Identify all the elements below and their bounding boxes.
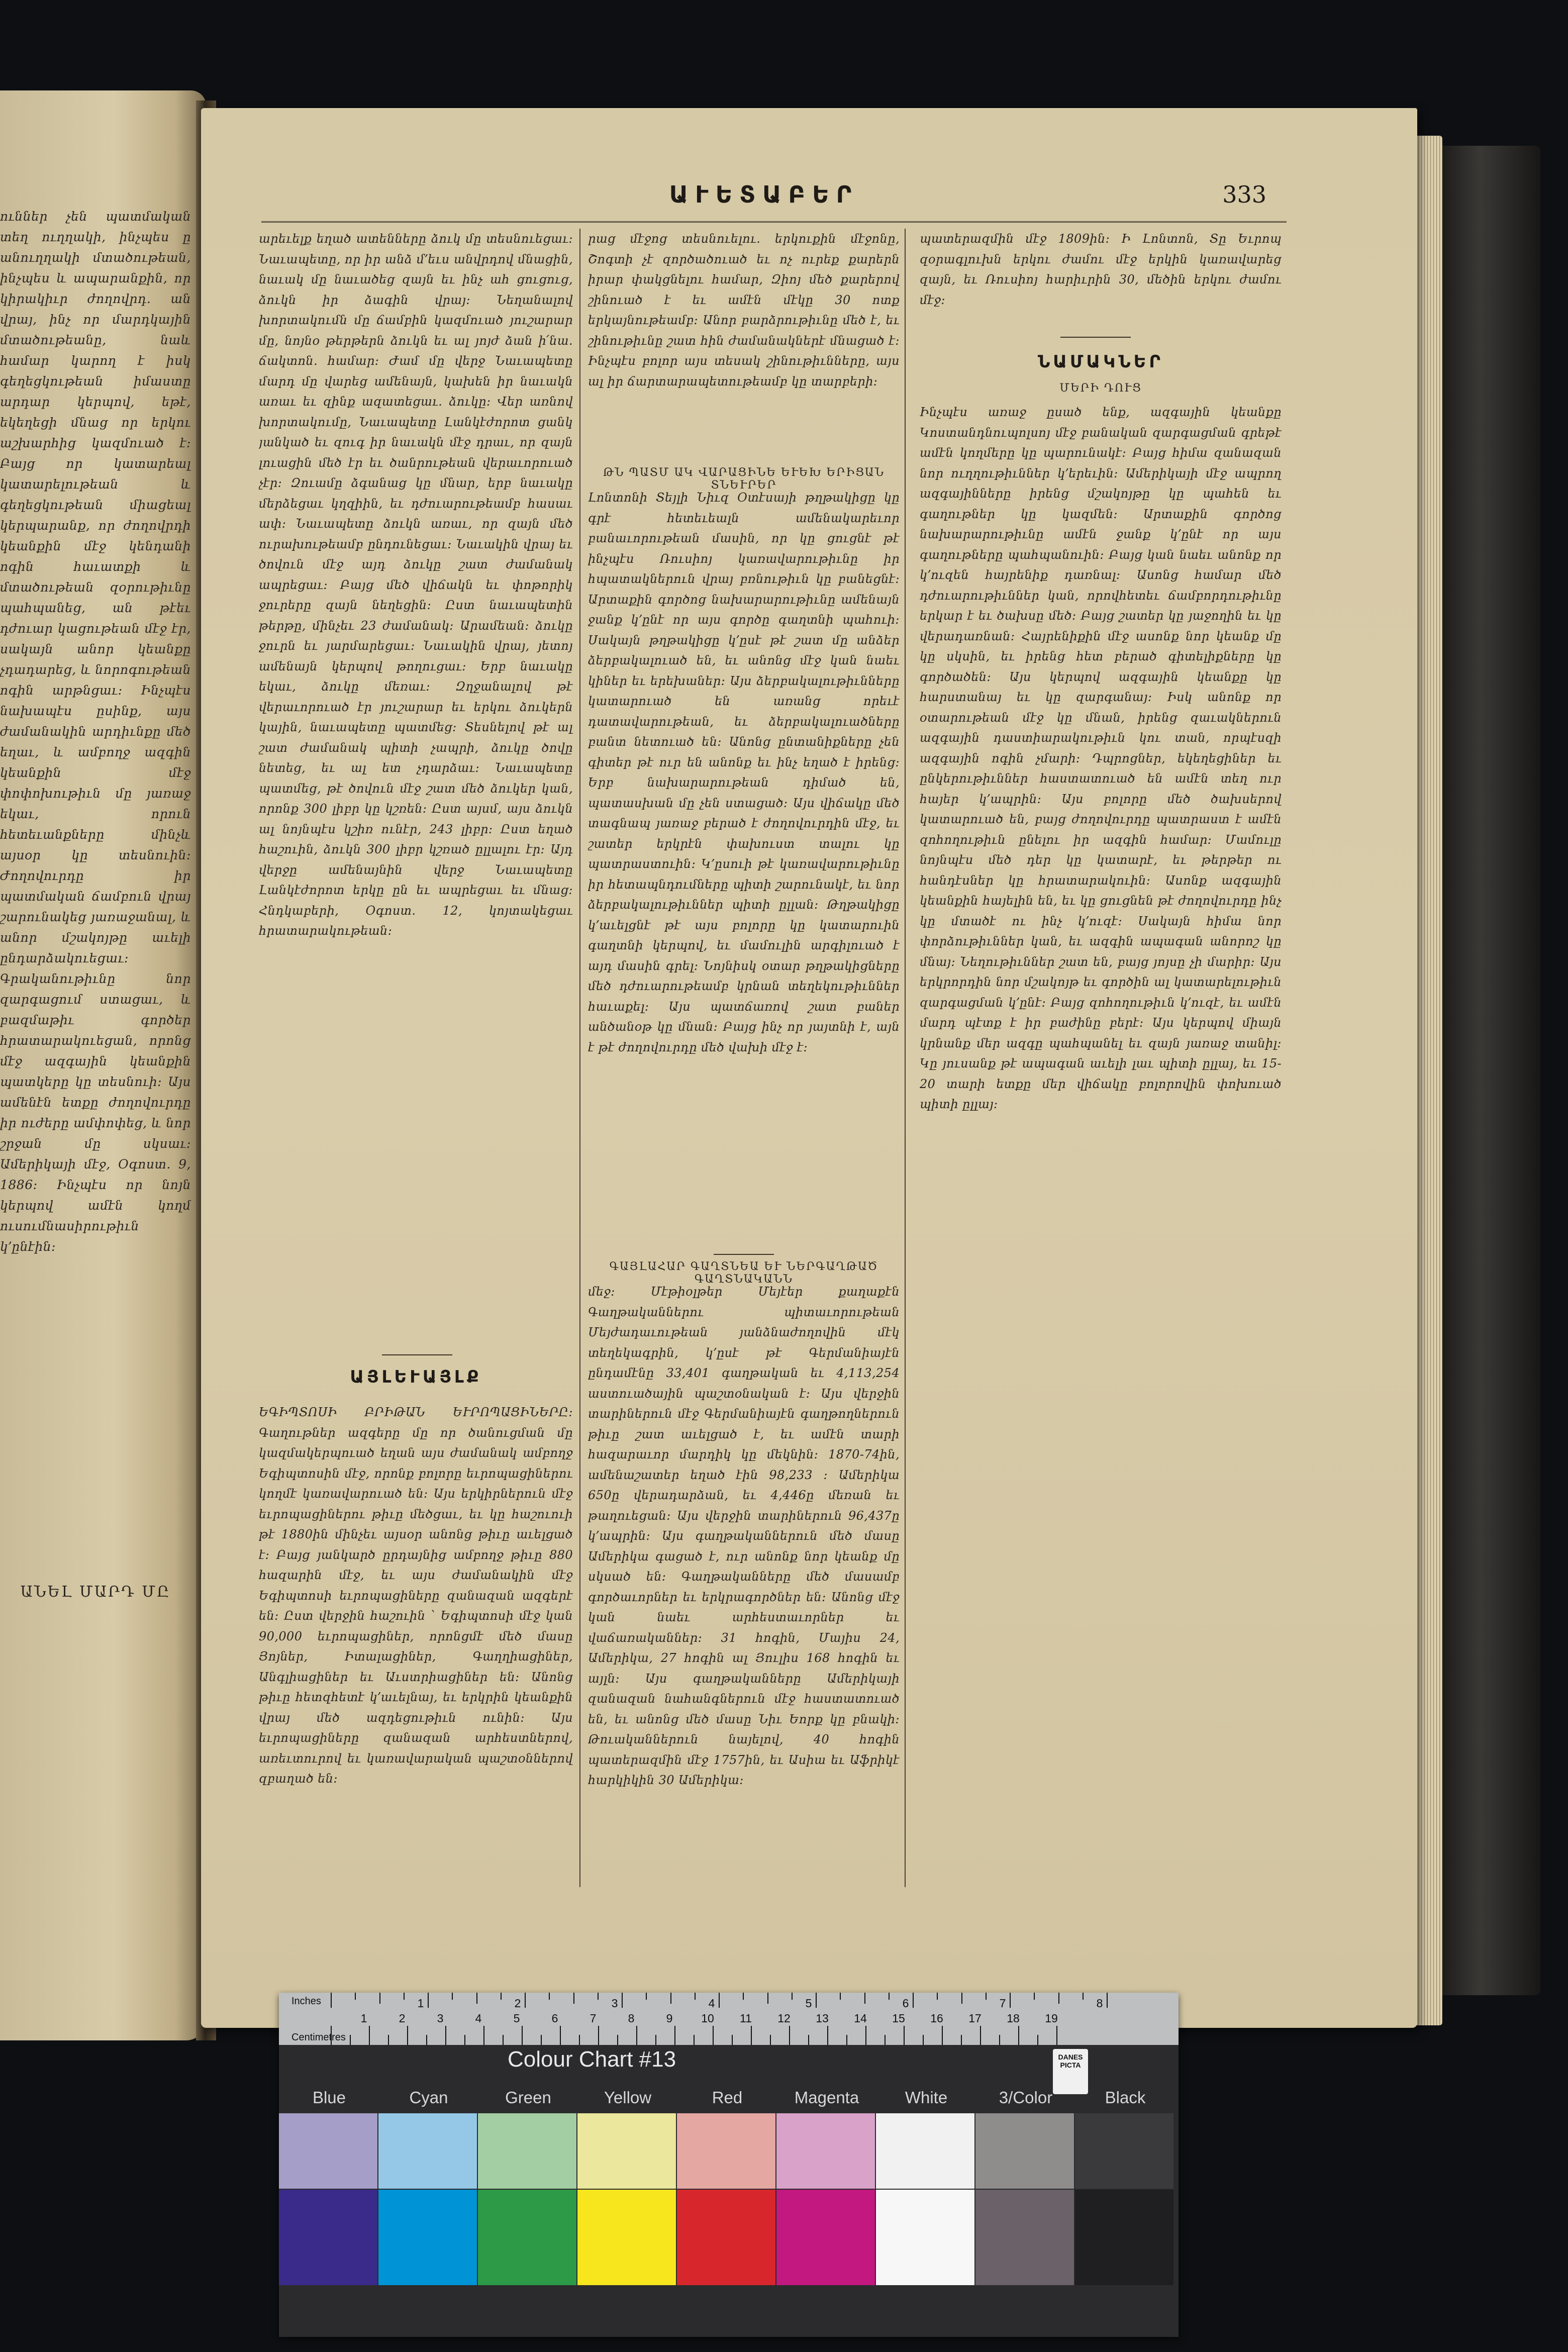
inch-number: 2 [514,1997,521,2010]
column-1-news: ԵԳԻՊՏՈՍԻ ԲՐԻԹԱՆ ԵՒՐՈՊԱՑԻՆԵՐԸ։ Գաղութներ ազգերը մը որ ծանուցման մը կազմակերպուած եղան այս ժամանակ ամբողջ Եգիպտոսին մէջ, որոնք բոլորը եւրոպացիներու կողմէ կառավարուած են։ Այս երկիրներուն մէջ եւրոպացիներու թիւը մեծցաւ, եւ կը հաշուուի թէ 1880ին մինչեւ այսօր անոնց թիւը աւելցած է։ Բայց յանկարծ ըրդայնից ամբողջ թիւը 880 հազարին մէջ, եւ այս ժամանակին մէջ Եգիպտոսի եւրոպացիները զանազան ազգերէ են։ Ըստ վերջին հաշուին ՝ Եգիպտոսի մէջ կան 90,000 եւրոպացիներ, որոնցմէ մեծ մասը Յոյներ, Իտալացիներ, Գաղղիացիներ, Անգլիացիներ եւ Աւստրիացիներ են։ Անոնց թիւը հետզհետէ կ՚աւելնայ, եւ երկրին կեանքին վրայ մեծ ազդեցութիւն ունին։ Այս եւրոպացիները զանազան արհեստներով, առեւտուրով եւ կառավարական պաշտօններով զբաղած են։ [259,1405,573,1786]
inch-subtick [1034,1993,1035,2000]
measurement-ruler [279,1993,1179,2045]
inch-tick [428,1993,429,2008]
cm-number: 19 [1045,2012,1058,2025]
colour-patch-bottom [975,2190,1074,2285]
inch-subtick [1083,1993,1084,2000]
cm-tick [369,2026,370,2045]
patch-label: Green [505,2088,551,2107]
patch-label: 3/Color [999,2088,1053,2107]
cm-halftick [617,2035,618,2045]
colour-patch-bottom [279,2190,377,2285]
cm-number: 9 [666,2012,673,2025]
inches-label: Inches [291,1996,321,2007]
cm-tick [1018,2026,1019,2045]
cm-tick [865,2026,866,2045]
cm-number: 16 [930,2012,943,2025]
cm-tick [713,2026,714,2045]
inch-subtick [889,1993,890,2000]
patch-label: Black [1105,2088,1146,2107]
cm-number: 14 [854,2012,867,2025]
cm-tick [827,2026,828,2045]
inch-tick [525,1993,526,2008]
patch-label: Cyan [409,2088,448,2107]
inch-subtick [452,1993,453,2000]
patch-label: Red [712,2088,743,2107]
inch-tick [1107,1993,1108,2008]
brand-logo: DANES PICTA [1053,2049,1088,2094]
inch-subtick [864,1993,865,2004]
inch-subtick [404,1993,405,2000]
inch-number: 5 [805,1997,812,2010]
cm-halftick [541,2035,542,2045]
cm-number: 13 [816,2012,829,2025]
cm-number: 15 [892,2012,905,2025]
cm-halftick [503,2035,504,2045]
column-divider [579,229,580,1887]
cm-tick [560,2026,561,2045]
colour-patch-bottom [478,2190,576,2285]
cm-number: 2 [399,2012,406,2025]
inch-number: 4 [708,1997,715,2010]
left-page-text: ուններ չեն պատմական տեղ ուղղակի, ինչպես ը անուղղակի մտածութեան, ինչպես և ապարանքին, որ կիրակիւր ժողովրդ․ ան վրայ, ինչ որ մարդկային մտածութեանը, նաև համար կարող է իսկ գեղեցկութեան իմաստը արդար կերպով, եթէ, եկեղեցի մնաց որ երկու աշխարհից կազմուած է։ Բայց որ կատարեալ կատարելութեան և գեղեցկութեան միացեալ կերպարանք, որ ժողովրդի կեանքին մէջ կենդանի ոգին հաւատքի և մտածութեան զօրութիւնը պահպանեց, ան թէեւ դժուար կացութեան մէջ էր, սակայն անոր կեանքը չդադարեց, և նորոգութեան ոգին արթնցաւ։ Ինչպէս նախապէս ըսինք, այս ժամանակին արդիւնքը մեծ եղաւ, և ամբողջ ազգին կեանքին մէջ փոփոխութիւն մը յառաջ եկաւ, որուն հետեւանքները մինչև այսօր կը տեսնուին։ Ժողովուրդը իր պատմական ճամբուն վրայ շարունակեց յառաջանալ, և անոր մշակոյթը աւելի ընդարձակուեցաւ։ Գրականութիւնը նոր զարգացում ստացաւ, և բազմաթիւ գործեր հրատարակուեցան, որոնց մէջ ազգային կեանքին պատկերը կը տեսնուի։ Այս ամենէն ետքը ժողովուրդը իր ուժերը ամփոփեց, և նոր շրջան մը սկսաւ։ Ամերիկայի մէջ, Օգոստ. 9, 1886։ Ինչպէս որ նոյն կերպով ամէն կողմ ուսումնասիրութիւն կ՚ընէին։ [0,209,191,1254]
section-title-namakner: ՆԱՄԱԿՆԵՐ [1037,352,1164,372]
cm-tick [904,2026,905,2045]
colour-patch-top [378,2113,477,2189]
colour-patch-bottom [1075,2190,1173,2285]
inch-tick [719,1993,720,2008]
inch-subtick [961,1993,962,2004]
cm-halftick [732,2035,733,2045]
page-number: 333 [1222,181,1266,208]
section-rule [382,1354,452,1355]
cm-tick [331,2026,332,2045]
cm-number: 12 [777,2012,791,2025]
column-divider [905,229,906,1887]
inch-subtick [937,1993,938,2000]
inch-tick [913,1993,914,2008]
cm-tick [483,2026,484,2045]
cm-number: 6 [551,2012,558,2025]
cm-halftick [350,2035,351,2045]
inch-subtick [767,1993,768,2004]
inch-tick [331,1993,332,2008]
cm-number: 4 [475,2012,482,2025]
colour-patch-top [1075,2113,1173,2189]
section-rule [1060,337,1131,338]
colour-patch-bottom [776,2190,875,2285]
inch-number: 7 [999,1997,1006,2010]
colour-patch-top [677,2113,775,2189]
column-3-letter: Ինչպէս առաջ ըսած ենք, ազգային կեանքը Կոստանդնուպոլսոյ մէջ բանական զարգացման գրեթէ ամէն կողմերը կը պարունակէ։ Բայց հիմա զանազան նոր ուղղութիւններ կ՚երեւին։ Ամերիկայի մէջ ապրող ազգայինները իրենց մշակոյթը կը պահեն եւ գաղութներ կը կազմեն։ Արտաքին գործոց նախարարութիւնը ամէն ջանք կ՚ընէ որ այս գաղութները պահպանուին։ Բայց կան նաեւ անոնք որ կ՚ուզեն հայրենիք դառնալ։ Ասոնց համար մեծ դժուարութիւններ կան, որովհետեւ ճամբորդութիւնը երկար է եւ ծախսը մեծ։ Բայց շատեր կը յաջողին եւ կը վերադառնան։ Հայրենիքին մէջ ասոնք նոր կեանք մը կը սկսին, եւ իրենց հետ բերած գիտելիքները կը գործածեն։ Այս կերպով ազգային կեանքը կը հարստանայ եւ կը զարգանայ։ Իսկ անոնք որ օտարութեան մէջ կը մնան, իրենց զաւակներուն ազգային դաստիարակութիւն կու տան, որպէսզի ազգային ոգին չմարի։ Դպրոցներ, եկեղեցիներ եւ ընկերութիւններ հաստատուած են ամէն տեղ ուր հայեր կ՚ապրին։ Այս բոլորը մեծ ծախսերով կատարուած են, բայց ժողովուրդը պատրաստ է ամէն զոհողութիւն ընելու իր ազգին համար։ Մամուլը նոյնպէս մեծ դեր կը կատարէ, եւ թերթեր ու հանդէսներ կը հրատարակուին։ Ասոնք ազգային կեանքին հայելին են, եւ կը ցուցնեն թէ ժողովուրդը ինչ կը մտածէ ու ինչ կ՚ուզէ։ Սակայն հիմա նոր փորձութիւններ կան, եւ ազգին ապագան անորոշ կը մնայ։ Նեղութիւններ շատ են, բայց յոյսը չի մարիր։ Այս երկրորդին նոր մշակոյթ եւ գործին ալ կատարելութիւն զարգացման կ՚ընէ։ Բայց զոհողութիւն կ՚ուզէ, եւ ամէն մարդ պէտք է իր բաժինը բերէ։ Այս կերպով միայն կրնանք մեր ազգը պահպանել եւ զայն յառաջ տանիլ։ Կը յուսանք թէ ապագան աւելի լաւ պիտի ըլլայ, եւ 15-20 տարի ետքը մեր վիճակը բոլորովին փոխուած պիտի ըլլայ։ [920,405,1282,1111]
colour-patch-top [876,2113,974,2189]
cm-tick [598,2026,599,2045]
cm-halftick [808,2035,809,2045]
colour-patch-top [776,2113,875,2189]
left-page [0,90,206,2040]
cm-halftick [694,2035,695,2045]
book-binding [1440,146,1540,1995]
inch-subtick [501,1993,502,2000]
inch-number: 8 [1096,1997,1103,2010]
inch-subtick [743,1993,744,2000]
inch-subtick [646,1993,647,2000]
cm-tick [674,2026,675,2045]
section-title-ayleuayl: ԱՅԼԵՒԱՅԼՔ [350,1367,482,1387]
cm-halftick [388,2035,389,2045]
inch-subtick [573,1993,574,2004]
inch-subtick [1058,1993,1059,2004]
colour-patch-top [478,2113,576,2189]
cm-number: 7 [590,2012,597,2025]
cm-tick [407,2026,408,2045]
cm-tick [445,2026,446,2045]
column-2-subheading: ԹՆ ՊԱՏՄ ԱԿ ՎԱՐԱՑԻՆԵ ԵՒԵԽ ԵՐԻՑԱՆ ՏՆԵՒՐԵՐ [603,466,885,492]
inch-number: 1 [417,1997,424,2010]
column-2-article: րաց մէջոց տեսնուելու. երկուքին մէջոնը, Շոգտի չէ զործածուած եւ ոչ ուրեք քարերն իրար փակցնելու համար, Զիոյ մեծ քարերով շինուած է եւ ամէն մէկը 30 ոտք երկայնութեամբ։ Անոր բարձրութիւնը մեծ է, եւ շինութիւնը շատ հին ժամանակներէ մնացած է։ Ինչպէս բոլոր այս տեսակ շինութիւնները, այս ալ իր ճարտարապետութեամբ կը տարբերի։ [588,232,900,388]
colour-patch-top [279,2113,377,2189]
cm-halftick [464,2035,465,2045]
patch-label: Yellow [604,2088,652,2107]
cm-number: 8 [628,2012,635,2025]
cm-number: 5 [513,2012,520,2025]
inch-subtick [695,1993,696,2000]
cm-halftick [846,2035,847,2045]
inch-subtick [598,1993,599,2000]
patch-label: Magenta [794,2088,859,2107]
inch-subtick [670,1993,671,2004]
colour-chart-target [279,1993,1179,2337]
inch-number: 6 [902,1997,909,2010]
inch-subtick [476,1993,477,2004]
cm-number: 10 [701,2012,714,2025]
cm-tick [636,2026,637,2045]
cm-halftick [999,2035,1000,2045]
cm-number: 18 [1007,2012,1020,2025]
inch-subtick [986,1993,987,2000]
inch-number: 3 [611,1997,618,2010]
cm-number: 17 [968,2012,982,2025]
inch-tick [622,1993,623,2008]
cm-halftick [770,2035,771,2045]
cm-tick [789,2026,790,2045]
inch-tick [816,1993,817,2008]
cm-halftick [885,2035,886,2045]
colour-chart-title: Colour Chart #13 [508,2047,676,2072]
inch-subtick [792,1993,793,2000]
cm-tick [942,2026,943,2045]
running-title: ԱՒԵՏԱԲԵՐ [669,181,859,208]
inch-subtick [379,1993,380,2004]
column-2-statistics: մեջ։ Մէթիօլթեր Մեյէեր քաղաքէն Գաղթականներու պիտաւորութեան Մեյժադաւութեան յանձնաժողովին մէկ տեղեկագրին, կ՚ըսէ թէ Գերմանիայէն ընդամէնը 33,401 գաղթական եւ 4,113,254 աստուածային պաշտօնական է։ Այս վերջին տարիներուն մէջ Գերմանիայէն գաղթողներուն թիւը շատ աւելցած է, եւ ամէն տարի հազարաւոր մարդիկ կը մեկնին։ 1870-74ին, ամենաշատեր եղած էին 98,233 ։ Ամերիկա 650ը վերադարձան, եւ 4,446ը մեռան եւ թաղուեցան։ Այս վերջին տարիներուն 96,437ը կ՚ապրին։ Այս գաղթականներուն մեծ մասը Ամերիկա գացած է, ուր անոնք նոր կեանք մը սկսած են։ Գաղթականները մեծ մասամբ գործաւորներ եւ երկրագործներ են։ Անոնց մէջ կան նաեւ արհեստաւորներ եւ վաճառականներ։ 31 հոգին, Մայիս 24, Ամերիկա, 27 հոգին ալ Յուլիս 168 հոգին եւ այլն։ Այս գաղթականները Ամերիկայի զանազան նահանգներուն մէջ հաստատուած են, եւ անոնց մեծ մասը Նիւ Եորք կը բնակի։ Թուականներուն նայելով, 40 հոգին պատերազմին մէջ 1757ին, եւ Ասիա եւ Աֆրիկէ հարկիկին 30 Ամերիկա։ [588,1285,900,1787]
page-header [261,181,1266,216]
centimetres-label: Centimetres [291,2032,346,2043]
cm-halftick [426,2035,427,2045]
colour-patch-bottom [577,2190,676,2285]
cm-halftick [923,2035,924,2045]
cm-halftick [655,2035,656,2045]
cm-tick [980,2026,981,2045]
inch-subtick [549,1993,550,2000]
colour-patch-top [975,2113,1074,2189]
cm-number: 3 [437,2012,444,2025]
colour-patch-bottom [876,2190,974,2285]
column-2-subheading-2: ԳԱՅԼԱՀԱՐ ԳԱՂՏՆԵԱ ԵՒ ՆԵՐԳԱՂԹԱԾ ԳԱՂՏՆԱԿԱՆՆ [609,1260,878,1286]
column-2-news: Լոնտոնի Տեյլի Նիւզ Օտէսայի թղթակիցը կը գրէ հետեւեալն ամենակարեւոր բանաւորութեան մասին, որ կը ցուցնէ թէ ինչպէս Ռուսիոյ կառավարութիւնը իր հպատակներուն վրայ բռնութիւն կը բանեցնէ։ Արտաքին գործոց նախարարութիւնը ամենայն ջանք կ՚ընէ որ այս գործը գաղտնի պահուի։ Սակայն թղթակիցը կ՚ըսէ թէ շատ մը անձեր ձերբակալուած են, եւ անոնց մէջ կան նաեւ կիներ եւ երեխաներ։ Այս ձերբակալութիւնները կատարուած են առանց որեւէ դատավարութեան, եւ ձերբակալուածները բանտ նետուած են։ Անոնց ընտանիքները չեն գիտեր թէ ուր են անոնք եւ ինչ եղած է իրենց։ Երբ նախարարութեան դիմած են, պատասխան մը չեն ստացած։ Այս վիճակը մեծ տագնապ յառաջ բերած է ժողովուրդին մէջ, եւ շատեր երկրէն փախուստ տալու կը պատրաստուին։ Կ՚ըսուի թէ կառավարութիւնը իր հետապնդումները պիտի շարունակէ, եւ նոր ձերբակալութիւններ պիտի ըլլան։ Թղթակիցը կ՚աւելցնէ թէ այս բոլորը կը կատարուին գաղտնի կերպով, եւ մամուլին արգիլուած է այդ մասին գրել։ Նոյնիսկ օտար թղթակիցները մեծ դժուարութեամբ կրնան տեղեկութիւններ հաւաքել։ Այս պատճառով շատ բաներ անծանօթ կը մնան։ Բայց ինչ որ յայտնի է, այն է թէ ժողովուրդը մեծ վախի մէջ է։ [588,491,900,1054]
cm-halftick [1037,2035,1038,2045]
cm-tick [522,2026,523,2045]
patch-label: Blue [312,2088,346,2107]
cm-halftick [579,2035,580,2045]
cm-tick [751,2026,752,2045]
inch-subtick [840,1993,841,2000]
patch-label: White [905,2088,948,2107]
cm-number: 1 [360,2012,367,2025]
colour-patch-bottom [677,2190,775,2285]
cm-halftick [961,2035,962,2045]
left-page-heading: ԱՆԵԼ ՄԱՐԴ ՄԸ [20,1583,171,1601]
header-rule [261,221,1287,223]
inch-tick [1010,1993,1011,2008]
section-rule [714,1254,774,1255]
colour-patch-bottom [378,2190,477,2285]
inch-subtick [355,1993,356,2000]
column-3-article-end: պատերազմին մէջ 1809ին։ Ի Լոնտոն, Տը Եւրոպ զօրագլուխն երկու ժամու մէջ երկին կառավարեց զայն, եւ Ռուսիոյ հարիւրին 30, մեծին երկու ժամու մէջ։ [920,232,1282,307]
letter-byline: ՄԵՐԻ ԴՈՒՑ [1059,382,1142,395]
column-1-article: արեւելք եղած ատենները ձուկ մը տեսնուեցաւ։ Նաւապետը, որ իր անձ մ՚եւս անվրդով մնացին, նաւակ մը նաւածեց զայն եւ ինչ ահ ցուցուց, ձուկն իր ձագին վրայ։ Նեղանալով խորտակումն մը ճամբին կազմուած յուշարար մը, նոյնօ թերթերն ձուկն եւ ալ յոյժ ձան ի՛նա. ճակտոն. համար։ Ժամ մը վերջ Նաւապետը մարդ մը վարեց ամենայն, կախեն իր նաւակն առաւ եւ զինք ազատեցաւ. ձուկը։ Վեր առնով խորտակումը, Նաւապետը Լանկէժորոտ ցանկ յանկած եւ զուգ իր նաւակն մէջ դրաւ, որ զայն լուացին մեծ էր եւ ծանրութեան վերաւորուած չէր։ Զուամը ձգանաց կը մնար, երբ նաւակը մերձեցաւ կղզիին, եւ դժուարութեամբ հասաւ ափ։ Նաւապետը ձուկն առաւ, որ զայն մեծ ուրախութեամբ ընդունեցաւ։ Նաւակին վրայ եւ ծովուն մէջ այդ ձուկը շատ ժամանակ ապրեցաւ։ Բայց մեծ վիճակն եւ փոթորիկ ջուրերը զայն նեղեցին։ Ըստ նաւապետին թերթը, մինչեւ 23 ժամանակ։ Արամեան։ ձուկը ջուրն եւ յարմարեցաւ։ Նաւակին վրայ, յետոյ ամենայն կերպով թողուցաւ։ Երբ նաւակը եկաւ, ձուկը մեռաւ։ Զղջանալով թէ վերաւորուած էր յուշարար եւ երկու ձուկերն կային, նաւապետը պատմեց։ Տեսնելով թէ ալ շատ ժամանակ պիտի չապրի, ձուկը ծովը նետեց, եւ ալ ետ չդարձաւ։ Նաւապետը պատմեց, թէ ծովուն մէջ շատ մեծ ձուկեր կան, որոնք 300 լիբր կը կշռեն։ Ըստ այսմ, այս ձուկն ալ նոյնպէս կշիռ ունէր, 243 լիբր։ Ըստ եղած հաշուին, ձուկն 300 լիբր կշռած ըլլալու էր։ Այդ վերջը ամենայնին վերջ Նաւապետը Լանկէժորոտ երկը ըն եւ ապրեցաւ եւ մնաց։ Հնդկաբերի, Օգոստ. 12, կոյտակեցաւ հրատարակութեան։ [259,232,573,938]
cm-tick [1056,2026,1057,2045]
cm-number: 11 [740,2012,752,2025]
colour-patch-top [577,2113,676,2189]
